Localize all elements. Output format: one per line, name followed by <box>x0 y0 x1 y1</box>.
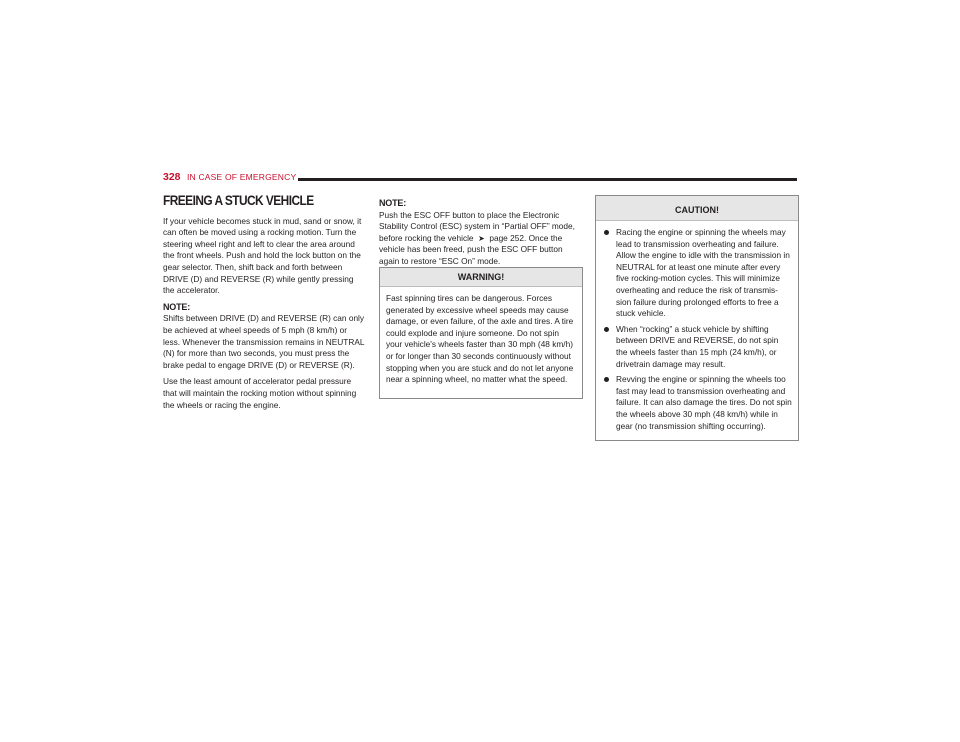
accelerator-paragraph: Use the least amount of accelerator pedal pressure that will maintain the rocking motion without spinning the wheels or racing the engine. <box>163 376 357 410</box>
page-ref-link[interactable]: page 252. <box>489 232 527 243</box>
caution-item <box>602 324 792 370</box>
esc-note-text-a: Push the ESC OFF button to place the Electronic Stability Control (ESC) system in “Partial OFF” mode, before rocking the vehicle <box>379 209 575 243</box>
esc-note-text <box>379 210 581 268</box>
section-heading: FREEING A STUCK VEHICLE <box>163 193 314 208</box>
caution-list <box>602 227 792 432</box>
page-number: 328 <box>163 171 181 183</box>
note-text: Shifts between DRIVE (D) and REVERSE (R) can only be achieved at wheel speeds of 5 mph (8 km/h) or less. Whenever the transmission remains in NEUTRAL (N) for more than two seconds, you must press the brake pedal to engage DRIVE (D) or REVERSE (R). <box>163 313 365 370</box>
warning-text: Fast spinning tires can be dangerous. Forces generated by excessive wheel speeds may cause damage, or even failure, of the axle and tires. A tire could explode and injure someone. Do not spin your vehicle's wheels faster than 30 mph (48 km/h) or for longer than 30 seconds continuously without stopping when you are stuck and do not let anyone near a spinning wheel, no matter what the speed. <box>386 293 574 385</box>
caution-item-text: Racing the engine or spinning the wheels may lead to transmission overheating and failure. Allow the engine to idle with the transmission in NEUTRAL for at least one minute after every five rocking-motion cycles. This will minimize overheating and reduce the risk of transmis-sion failure during prolonged efforts to free a stuck vehicle. <box>616 227 790 319</box>
page-ref-arrow-icon: ➤ <box>475 233 488 243</box>
section-title: IN CASE OF EMERGENCY <box>187 172 297 182</box>
esc-note-text-b: Once the vehicle has been freed, push the ESC OFF button again to restore “ESC On” mode. <box>379 232 563 266</box>
intro-paragraph: If your vehicle becomes stuck in mud, sand or snow, it can often be moved using a rocking motion. Turn the steering wheel right and left to clear the area around the front wheels. Push and hold the lock button on the gear selector. Then, shift back and forth between DRIVE (D) and REVERSE (R) while gently pressing the accelerator. <box>163 215 362 296</box>
caution-box <box>595 195 799 441</box>
bullet-icon <box>604 327 609 332</box>
left-column <box>163 195 365 416</box>
bullet-icon <box>604 230 609 235</box>
caution-item <box>602 227 792 320</box>
caution-body <box>596 221 798 442</box>
caution-title: CAUTION! <box>596 196 798 221</box>
page-header <box>163 171 797 187</box>
warning-box <box>379 267 583 399</box>
header-rule <box>298 178 797 181</box>
bullet-icon <box>604 377 609 382</box>
esc-note-label: NOTE: <box>379 198 406 208</box>
caution-item-text: Revving the engine or spinning the wheels too fast may lead to transmission overheating and failure. It can also damage the tires. Do not spin the wheels above 30 mph (48 km/h) while in gear (no transmission shifting occurring). <box>616 374 792 431</box>
caution-item <box>602 374 792 432</box>
middle-column <box>379 195 581 273</box>
caution-item-text: When “rocking” a stuck vehicle by shifting between DRIVE and REVERSE, do not spin the wheels faster than 15 mph (24 km/h), or drivetrain damage may result. <box>616 323 779 369</box>
warning-title: WARNING! <box>380 268 582 287</box>
note-label: NOTE: <box>163 301 190 312</box>
